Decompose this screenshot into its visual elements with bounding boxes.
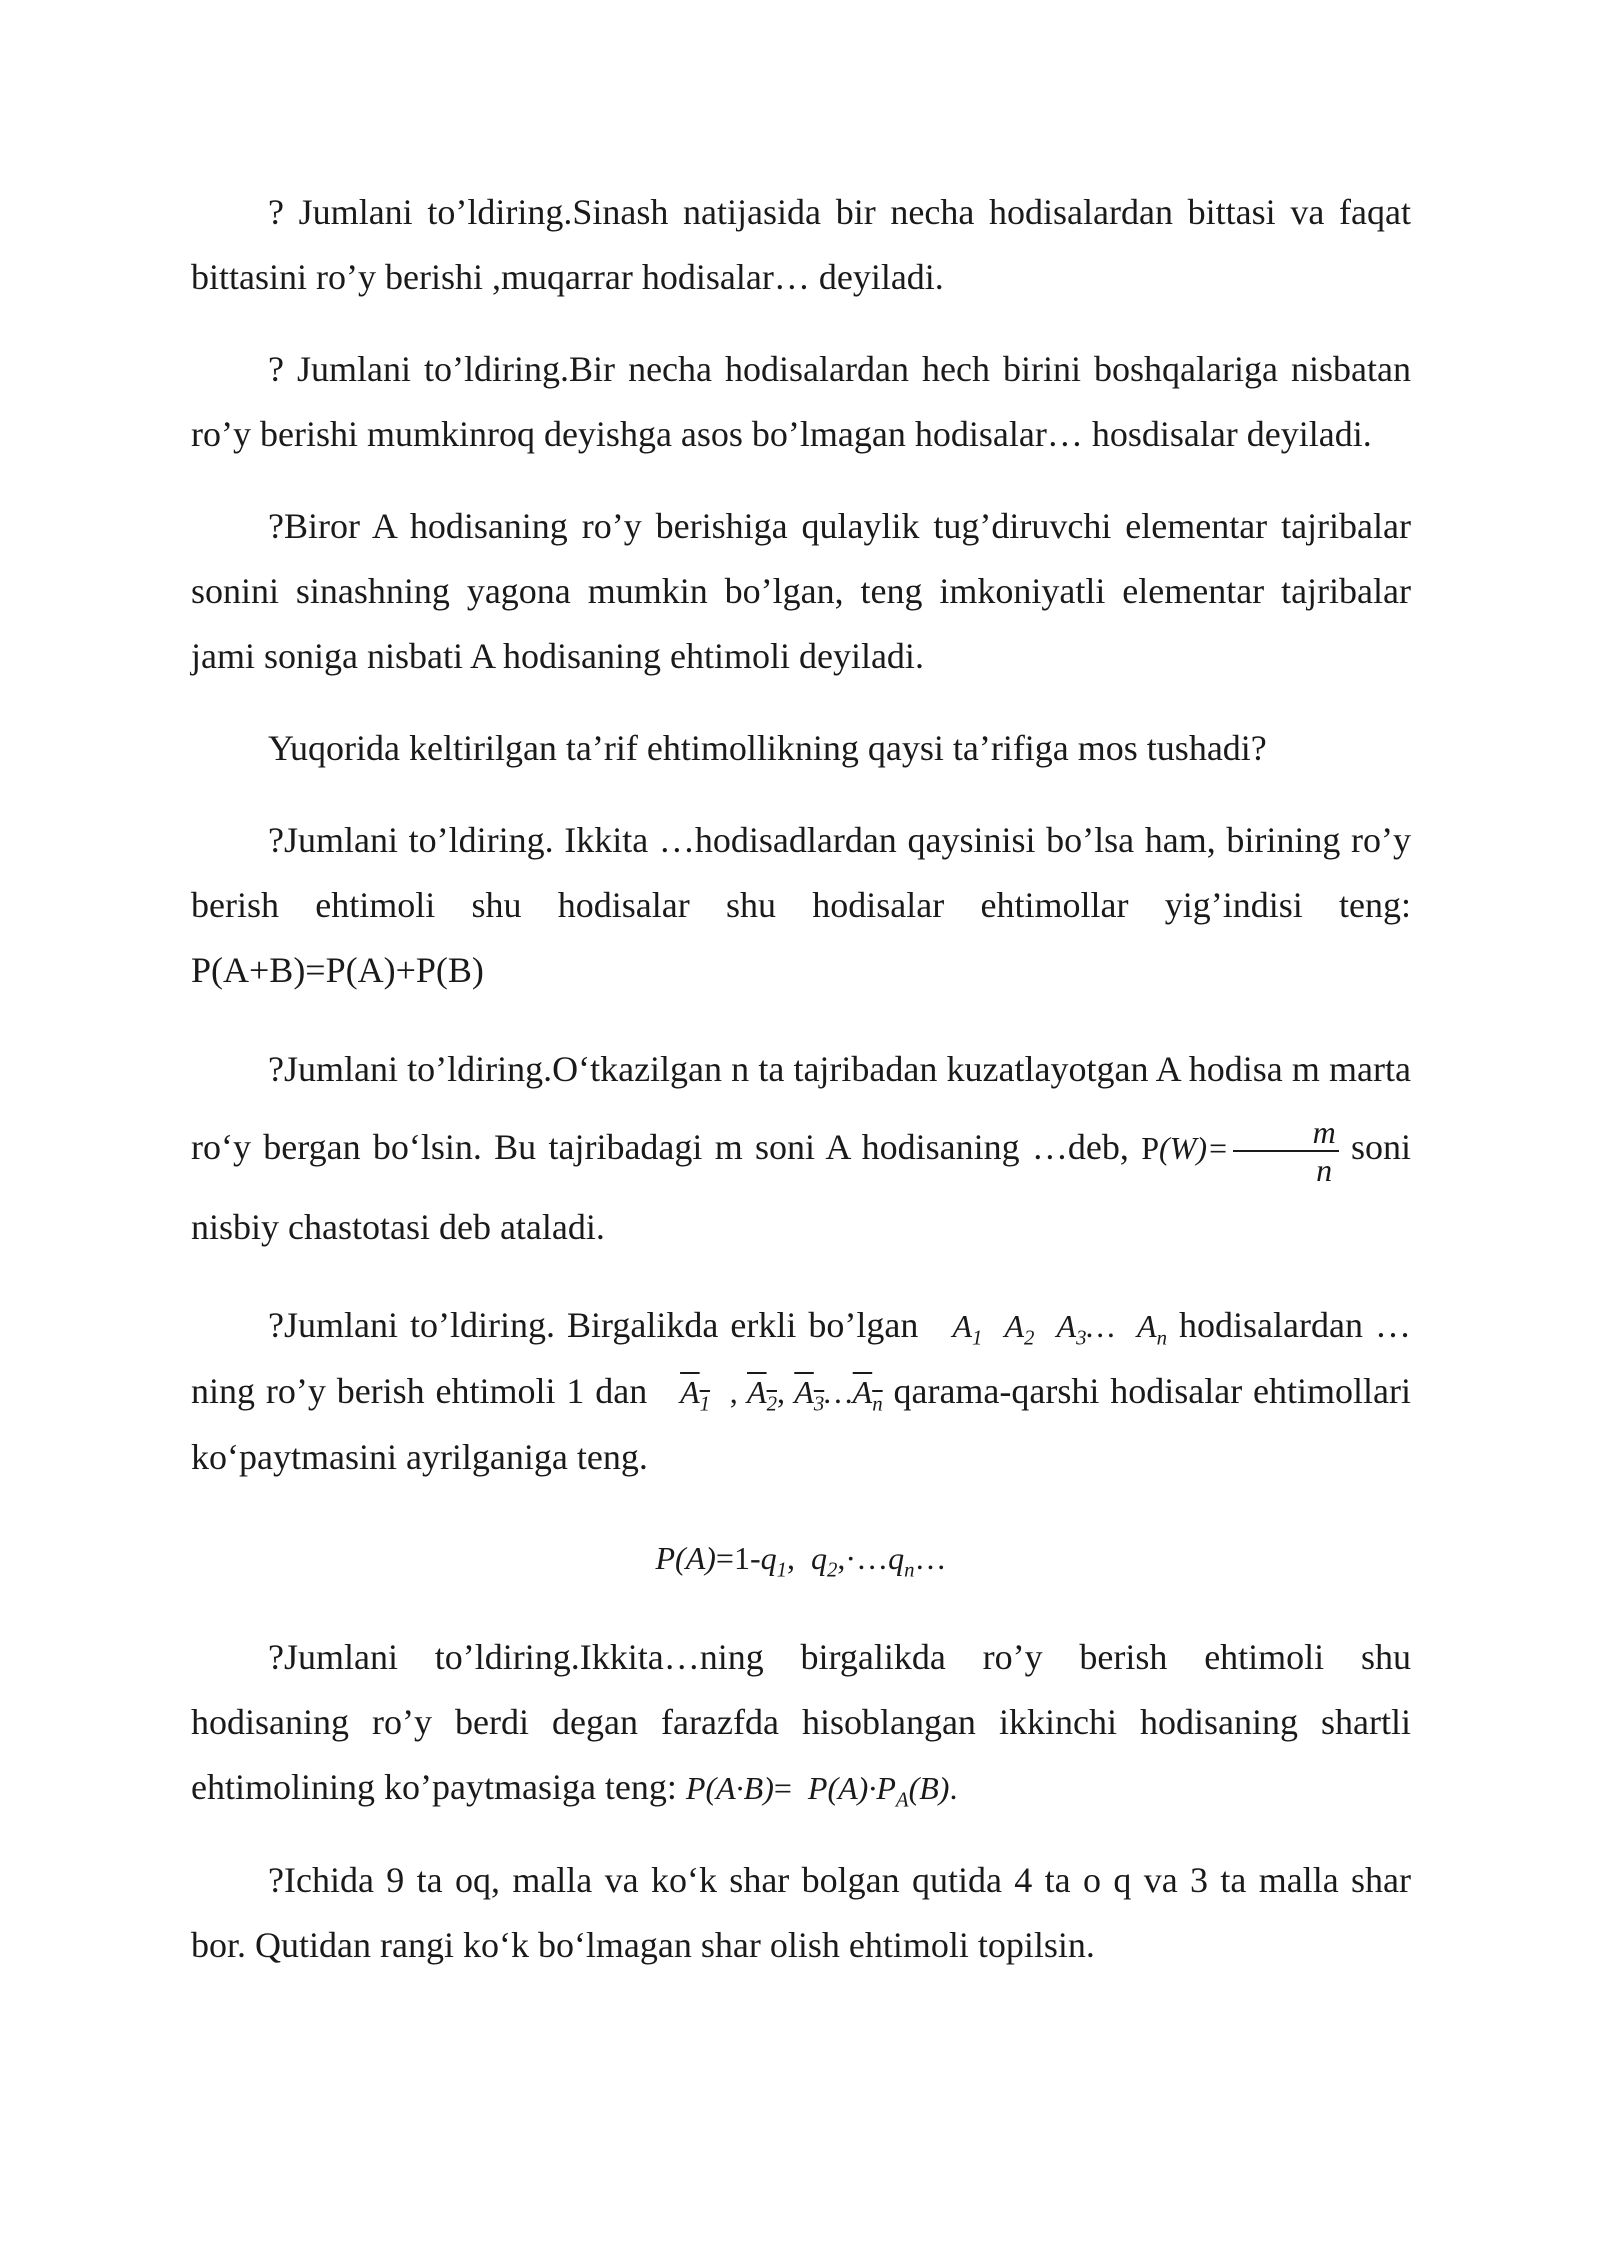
question-2: ? Jumlani to’ldiring.Bir necha hodisalardan hech birini boshqalariga nisbatan ro’y berishi mumkinroq deyishga asos bo’lmagan hodisalar… hosdisalar deyiladi. (191, 349, 1411, 454)
centered-formula (191, 1517, 1411, 1598)
complement-events-list: $A_1$ , $A_2$, $A_3\dots A_n$ (680, 1373, 883, 1415)
question-5 (191, 1030, 1411, 1266)
question-6-text: ?Jumlani to’ldiring. Birgalikda erkli bo’lgan (268, 1304, 919, 1345)
multiplication-formula: $P(A\cdot B)= P(A)\cdot P_A(B)$. (685, 1769, 958, 1811)
fraction-numerator: m (1233, 1114, 1339, 1152)
question-6 (191, 1293, 1411, 1490)
events-list: $A_1$ $A_2$ $A_3\dots$ $A_n$ (952, 1307, 1167, 1349)
question-7 (191, 1625, 1411, 1821)
document-page (191, 180, 1411, 2005)
question-4: ?Jumlani to’ldiring. Ikkita …hodisadlardan qaysinisi bo’lsa ham, birining ro’y berish ehtimoli shu hodisalar shu hodisalar ehtimollar yig’indisi teng: P(A+B)=P(A)+P(B) (191, 820, 1411, 990)
question-6-text-middle: hodisalardan …ning ro’y berish ehtimoli 1 dan (191, 1304, 1412, 1411)
fraction-m-over-n (1233, 1114, 1339, 1188)
fraction-denominator: n (1316, 1151, 1333, 1188)
question-3: ?Biror A hodisaning ro’y berishiga qulaylik tug’diruvchi elementar tajribalar sonini sinashning yagona mumkin bo’lgan, teng imkoniyatli elementar tajribalar jami soniga nisbati A hodisaning ehtimoli deyiladi. (191, 506, 1411, 676)
question-5-text-after: soni nisbiy chastotasi deb ataladi. (191, 1127, 1412, 1247)
relative-frequency-formula: P(W)= (1141, 1130, 1229, 1166)
probability-formula: $P(A)=1-q_1$, $q_2,\cdot\dots q_n\dots$ (655, 1539, 947, 1581)
question-3-followup: Yuqorida keltirilgan ta’rif ehtimollikning qaysi ta’rifiga mos tushadi? (268, 728, 1267, 768)
question-6-text-after: qarama-qarshi hodisalar ehtimollari ko‘paytmasini ayrilganiga teng. (191, 1370, 1412, 1477)
question-1: ? Jumlani to’ldiring.Sinash natijasida bir necha hodisalardan bittasi va faqat bittasini ro’y berishi ,muqarrar hodisalar… deyiladi. (191, 192, 1411, 297)
question-8: ?Ichida 9 ta oq, malla va ko‘k shar bolgan qutida 4 ta o q va 3 ta malla shar bor. Qutidan rangi ko‘k bo‘lmagan shar olish ehtimoli topilsin. (191, 1859, 1411, 1965)
question-5-text: ?Jumlani to’ldiring.O‘tkazilgan n ta tajribadan kuzatlayotgan A hodisa m marta ro‘y bergan bo‘lsin. Bu tajribadagi m soni A hodisaning …deb, (191, 1049, 1411, 1167)
question-7-text: ?Jumlani to’ldiring.Ikkita…ning birgalikda ro’y berish ehtimoli shu hodisaning ro’y berdi degan farazfda hisoblangan ikkinchi hodisaning shartli ehtimolining ko’paytmasiga teng: (191, 1636, 1411, 1807)
